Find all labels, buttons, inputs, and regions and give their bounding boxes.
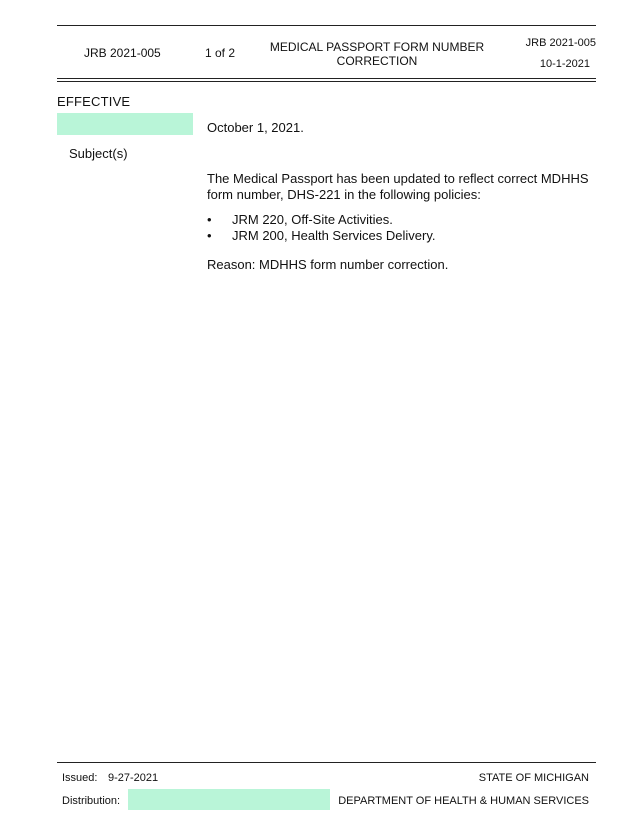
policy-paragraph: The Medical Passport has been updated to reflect correct MDHHS form number, DHS-221 in the following policies: [207, 171, 589, 202]
header-right-doc-number: JRB 2021-005 [525, 37, 596, 49]
bullet-text: JRM 220, Off-Site Activities. [232, 212, 393, 227]
footer-department: DEPARTMENT OF HEALTH & HUMAN SERVICES [338, 795, 589, 807]
distribution-label: Distribution: [62, 795, 121, 807]
header-bottom-rule [57, 78, 596, 79]
effective-label: EFFECTIVE [57, 94, 131, 109]
list-item [207, 228, 592, 244]
issued-date: 9-27-2021 [108, 772, 159, 784]
issued-label: Issued: [62, 772, 98, 784]
bullet-icon: • [207, 212, 212, 227]
header-title: MEDICAL PASSPORT FORM NUMBER CORRECTION [269, 40, 485, 68]
subject-label: Subject(s) [69, 146, 128, 161]
header-top-rule [57, 25, 596, 26]
reason-text: Reason: MDHHS form number correction. [207, 257, 449, 272]
header-page-number: 1 of 2 [205, 46, 236, 60]
footer-state: STATE OF MICHIGAN [478, 772, 589, 784]
bullet-text: JRM 200, Health Services Delivery. [232, 228, 436, 243]
redaction-block [57, 113, 193, 135]
effective-date: October 1, 2021. [207, 120, 304, 135]
bullet-icon: • [207, 228, 212, 243]
policy-bullet-list [207, 212, 592, 244]
header-doc-number: JRB 2021-005 [84, 46, 161, 60]
distribution-redaction-block [128, 789, 330, 810]
header-right-date: 10-1-2021 [539, 58, 590, 70]
header-bottom-rule-double [57, 81, 596, 82]
footer-rule [57, 762, 596, 763]
list-item [207, 212, 592, 228]
